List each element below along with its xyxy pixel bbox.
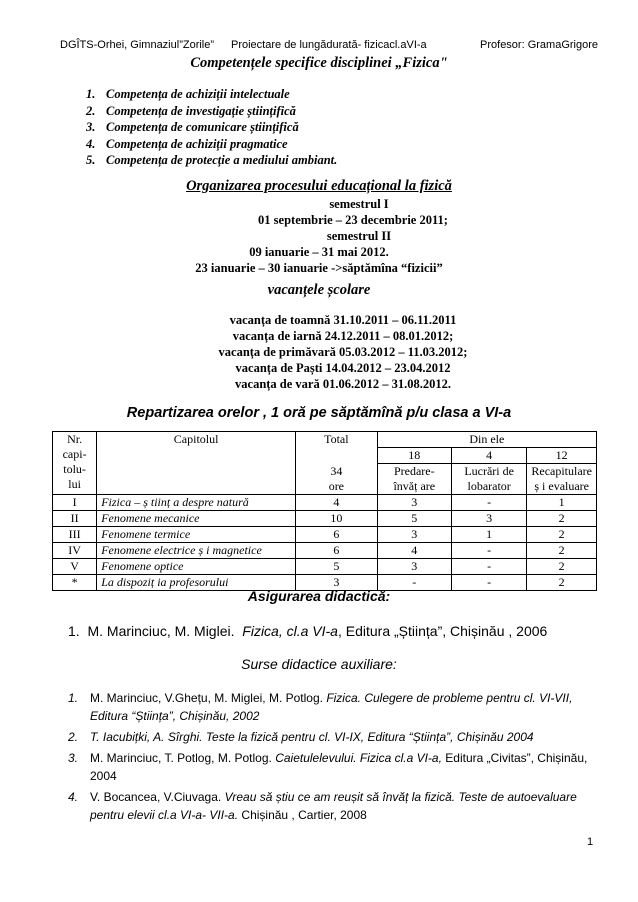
page-number: 1 xyxy=(587,836,594,848)
semester2-dates: 09 ianuarie – 31 mai 2012. xyxy=(249,245,389,259)
semester1-label: semestrul I xyxy=(329,197,389,211)
competence-item: 1. Competența de achiziții intelectuale xyxy=(86,87,290,101)
header-project: Proiectare de lungădurată- fizicacl.aVI-a xyxy=(231,39,427,51)
header-teacher: Profesor: GramaGrigore xyxy=(480,39,598,51)
vacation-item: vacanța de toamnă 31.10.2011 – 06.11.2011 xyxy=(229,313,457,327)
semester1-dates: 01 septembrie – 23 decembrie 2011; xyxy=(258,213,448,227)
organization-title: Organizarea procesului educațional la fizică xyxy=(186,178,452,194)
vacations-title: vacanțele școlare xyxy=(267,282,371,298)
vacation-item: vacanța de primăvară 05.03.2012 – 11.03.2012; xyxy=(218,345,468,359)
sublabel-lab: Lucrări de lobarator xyxy=(451,464,526,495)
table-row: I Fizica – ș tiinț a despre natură 4 3 - 1 xyxy=(53,495,597,511)
table-header-row xyxy=(53,432,597,448)
total-value: 34 ore xyxy=(296,464,378,495)
source-item: 2. T. Iacubițki, A. Sîrghi. Teste la fizică pentru cl. VI-IX, Editura “Știința”, Chișinău 2004 xyxy=(68,730,534,744)
physics-week: 23 ianuarie – 30 ianuarie ->săptămîna “fizicii” xyxy=(195,261,443,275)
vacation-item: vacanța de vară 01.06.2012 – 31.08.2012. xyxy=(235,377,451,391)
vacation-item: vacanța de iarnă 24.12.2011 – 08.01.2012; xyxy=(232,329,454,343)
chapter-header: Capitolul xyxy=(97,432,296,495)
header-school: DGÎTS-Orhei, Gimnaziul”Zorile” xyxy=(60,39,215,51)
page-header xyxy=(60,39,598,53)
subcount-lab: 4 xyxy=(451,448,526,464)
total-header: Total xyxy=(296,432,378,448)
hours-title: Repartizarea orelor , 1 oră pe săptămînă p/u clasa a VI-a xyxy=(126,405,512,421)
sublabel-review: Recapitulare ș i evaluare xyxy=(527,464,597,495)
table-row: II Fenomene mecanice 10 5 3 2 xyxy=(53,511,597,527)
table-row: IV Fenomene electrice ș i magnetice 6 4 - 2 xyxy=(53,543,597,559)
competence-item: 5. Competența de protecție a mediului ambiant. xyxy=(86,153,338,167)
table-row: III Fenomene termice 6 3 1 2 xyxy=(53,527,597,543)
competence-item: 2. Competența de investigație științifică xyxy=(86,103,296,118)
vacation-item: vacanța de Paști 14.04.2012 – 23.04.2012 xyxy=(235,361,451,375)
didactic-title: Asigurarea didactică: xyxy=(247,588,391,604)
subcount-teaching: 18 xyxy=(377,448,451,464)
source-item: 3. M. Marinciuc, T. Potlog, M. Potlog. Caietulelevului. Fizica cl.a VI-a, Editura „Civitas”, Chișinău, 2004 xyxy=(68,751,588,783)
sources-title: Surse didactice auxiliare: xyxy=(241,656,397,672)
didactic-item: 1. M. Marinciuc, M. Miglei. Fizica, cl.a VI-a, Editura „Știința”, Chișinău , 2006 xyxy=(68,623,548,639)
din-ele-header: Din ele xyxy=(377,432,596,448)
sublabel-teaching: Predare- învăț are xyxy=(377,464,451,495)
subcount-review: 12 xyxy=(527,448,597,464)
table-row: * La dispoziț ia profesorului 3 - - 2 xyxy=(53,575,597,591)
table-row: V Fenomene optice 5 3 - 2 xyxy=(53,559,597,575)
nr-header: Nr. capi- tolu- lui xyxy=(53,432,97,495)
competences-list xyxy=(86,86,337,169)
source-item: 1. M. Marinciuc, V.Ghețu, M. Miglei, M. Potlog. Fizica. Culegere de probleme pentru cl. VI-VII, Editura “Știința”, Chișinău, 2002 xyxy=(68,691,573,723)
semester2-label: semestrul II xyxy=(326,229,392,243)
sources-list xyxy=(68,689,598,827)
competence-item: 4. Competența de achiziții pragmatice xyxy=(86,136,288,151)
source-item: 4. V. Bocancea, V.Ciuvaga. Vreau să știu ce am reușit să învăț la fizică. Teste de autoevaluare pentru elevii cl.a VI-a- VII-a. Chișinău , Cartier, 2008 xyxy=(68,790,577,822)
hours-table xyxy=(52,431,597,591)
competences-title: Competențele specifice disciplinei „Fizica" xyxy=(190,55,448,71)
competence-item: 3. Competența de comunicare științifică xyxy=(86,120,299,134)
